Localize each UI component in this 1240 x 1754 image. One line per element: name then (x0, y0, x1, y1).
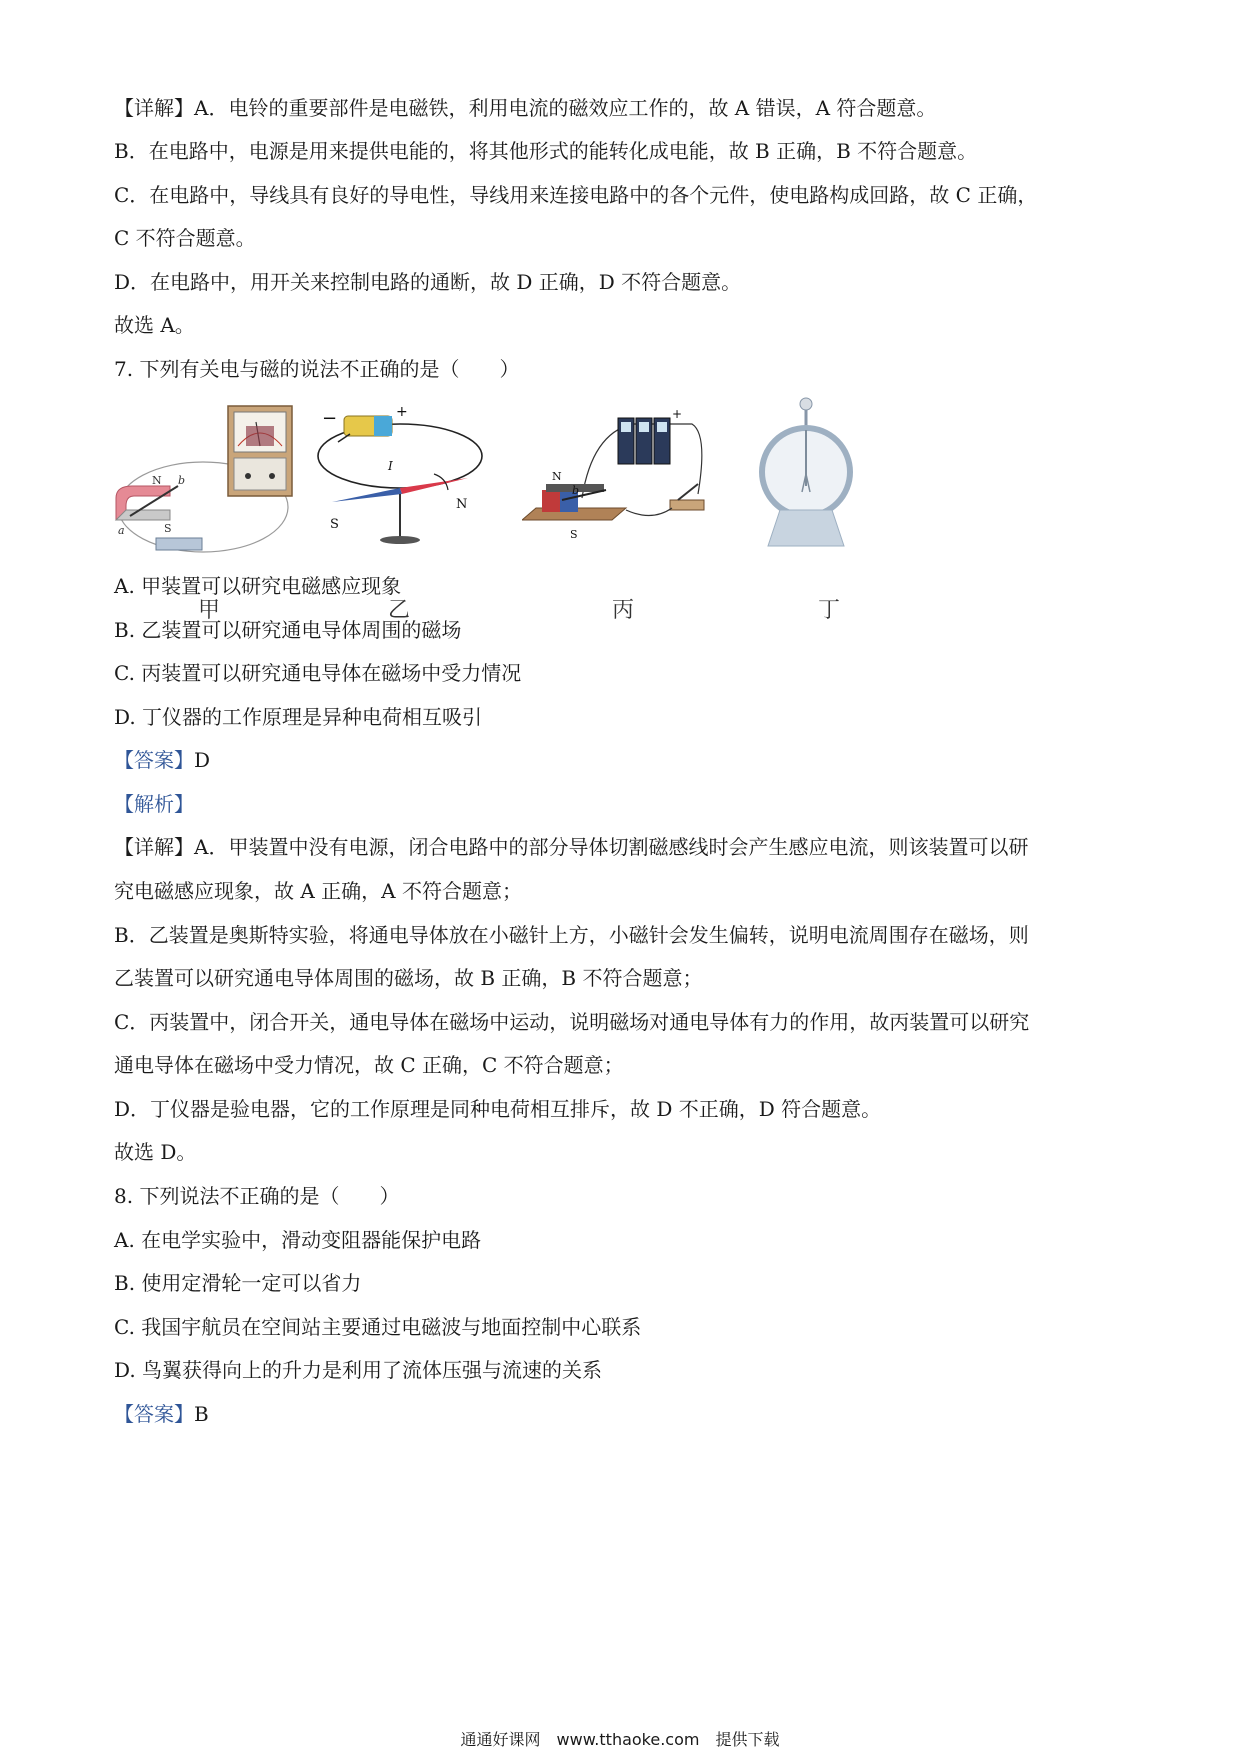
question-8-option-d: D. 鸟翼获得向上的升力是利用了流体压强与流速的关系 (114, 1358, 603, 1382)
answer-value: D (194, 748, 211, 772)
question-7-figures (114, 404, 874, 640)
text-line: C 不符合题意。 (114, 226, 256, 250)
label-plus: + (396, 404, 408, 420)
question-8-option-a: A. 在电学实验中，滑动变阻器能保护电路 (114, 1228, 482, 1252)
figure-label-jia: 甲 (198, 598, 221, 623)
text-line: C．丙装置中，闭合开关，通电导体在磁场中运动，说明磁场对通电导体有力的作用，故丙装置可以研究 (114, 1010, 1030, 1034)
text-line: 【详解】A．甲装置中没有电源，闭合电路中的部分导体切割磁感线时会产生感应电流，则该装置可以研 (114, 835, 1029, 859)
label-n: N (552, 470, 562, 483)
question-7-option-b: B. 乙装置可以研究通电导体周围的磁场 (114, 618, 462, 642)
label-current: I (388, 459, 393, 473)
question-7-answer (114, 746, 1124, 774)
text-line: D．在电路中，用开关来控制电路的通断，故 D 正确，D 不符合题意。 (114, 270, 742, 294)
text-line: C．在电路中，导线具有良好的导电性，导线用来连接电路中的各个元件，使电路构成回路，故 C 正确， (114, 183, 1038, 207)
question-8-stem: 8. 下列说法不正确的是（ ） (114, 1184, 400, 1208)
text-line: 通电导体在磁场中受力情况，故 C 正确，C 不符合题意； (114, 1053, 624, 1077)
text-line: 【详解】A．电铃的重要部件是电磁铁，利用电流的磁效应工作的，故 A 错误，A 符合题意。 (114, 96, 937, 120)
answer-value: B (194, 1402, 209, 1426)
figure-ding-electroscope (750, 396, 860, 556)
question-8-option-c: C. 我国宇航员在空间站主要通过电磁波与地面控制中心联系 (114, 1315, 642, 1339)
text-line: 乙装置可以研究通电导体周围的磁场，故 B 正确，B 不符合题意； (114, 966, 703, 990)
figure-label-bing: 丙 (612, 598, 635, 623)
label-minus: − (322, 408, 338, 429)
page-footer: 通通好课网 www.tthaoke.com 提供下载 (460, 1730, 780, 1749)
question-8-answer (114, 1400, 1124, 1428)
label-plus: + (672, 407, 683, 421)
figure-yi-oersted-experiment (310, 398, 490, 558)
label-b: b (178, 474, 186, 487)
question-7-option-a: A. 甲装置可以研究电磁感应现象 (114, 574, 402, 598)
figure-jia-induction-apparatus (108, 402, 308, 562)
label-n: N (456, 497, 468, 512)
text-line: 故选 A。 (114, 313, 195, 337)
question-7-option-c: C. 丙装置可以研究通电导体在磁场中受力情况 (114, 661, 522, 685)
label-b: b (572, 484, 580, 497)
label-s: S (164, 522, 172, 535)
figure-bing-motor-principle (522, 404, 722, 564)
question-8-option-b: B. 使用定滑轮一定可以省力 (114, 1271, 362, 1295)
figure-label-yi: 乙 (388, 598, 411, 623)
label-a: a (118, 524, 125, 537)
text-line: B．在电路中，电源是用来提供电能的，将其他形式的能转化成电能，故 B 正确，B 不符合题意。 (114, 139, 978, 163)
text-line: D．丁仪器是验电器，它的工作原理是同种电荷相互排斥，故 D 不正确，D 符合题意。 (114, 1097, 882, 1121)
answer-tag: 【答案】 (114, 1402, 194, 1426)
text-line: B．乙装置是奥斯特实验，将通电导体放在小磁针上方，小磁针会发生偏转，说明电流周围存在磁场，则 (114, 923, 1029, 947)
question-7-analysis-tag: 【解析】 (114, 792, 194, 816)
label-n: N (152, 474, 162, 487)
label-s: S (330, 517, 339, 532)
question-7-stem: 7. 下列有关电与磁的说法不正确的是（ ） (114, 357, 520, 381)
label-s: S (570, 528, 578, 541)
answer-tag: 【答案】 (114, 748, 194, 772)
text-line: 究电磁感应现象，故 A 正确，A 不符合题意； (114, 879, 522, 903)
text-line: 故选 D。 (114, 1140, 197, 1164)
question-7-option-d: D. 丁仪器的工作原理是异种电荷相互吸引 (114, 705, 483, 729)
figure-label-ding: 丁 (818, 598, 841, 623)
